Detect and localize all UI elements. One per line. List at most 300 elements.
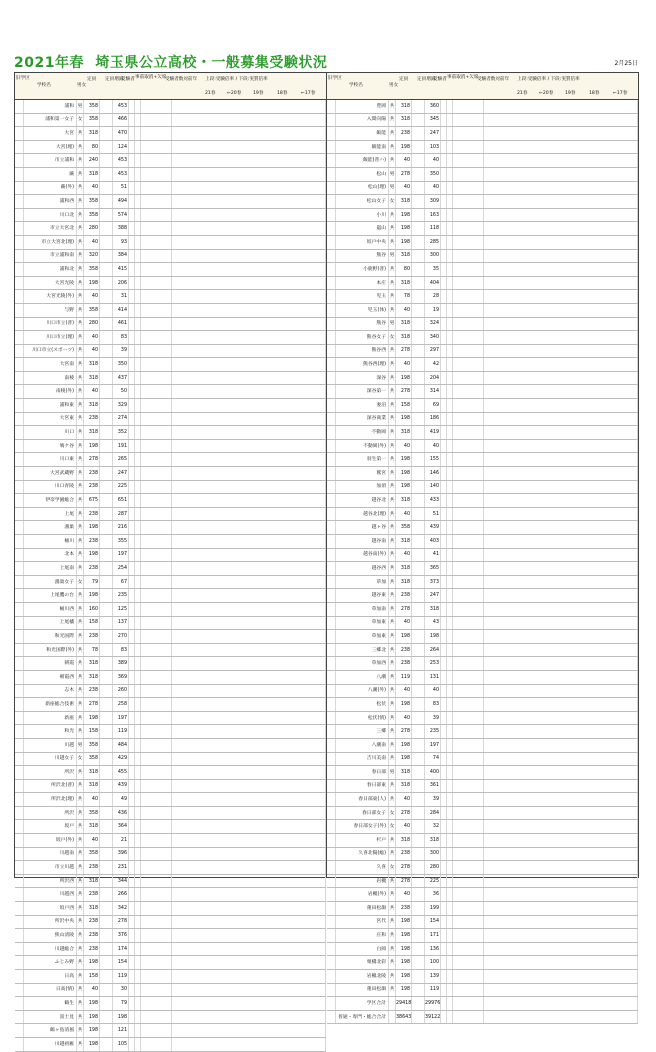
applicants: 429	[113, 752, 129, 766]
district-cell	[15, 195, 24, 209]
change-bar	[141, 1010, 172, 1024]
table-row	[15, 915, 326, 929]
ratio-cell	[484, 181, 638, 195]
district-cell	[15, 602, 24, 616]
applicants: 388	[113, 222, 129, 236]
applicants: 199	[425, 902, 441, 916]
ratio-cell	[484, 358, 638, 372]
capacity-change	[100, 929, 113, 943]
ratio-cell	[172, 820, 326, 834]
school-name: 鴻巣女子	[24, 575, 77, 589]
capacity: 80	[84, 140, 100, 154]
applicants: 439	[113, 779, 129, 793]
school-sex: 共	[77, 670, 84, 684]
school-sex: 共	[77, 657, 84, 671]
header-year-1: ←20春	[539, 91, 554, 96]
capacity-change	[412, 399, 425, 413]
right-panel	[326, 72, 639, 1020]
ratio-cell	[172, 263, 326, 277]
change-bar	[141, 643, 172, 657]
district-cell	[327, 181, 336, 195]
district-cell	[327, 657, 336, 671]
applicants: 139	[425, 970, 441, 984]
change-bar	[453, 426, 484, 440]
applicants: 396	[113, 847, 129, 861]
school-sex: 共	[389, 942, 396, 956]
school-sex: 共	[77, 929, 84, 943]
capacity-change	[412, 616, 425, 630]
change-bar	[453, 548, 484, 562]
capacity: 320	[84, 249, 100, 263]
ratio-cell	[484, 942, 638, 956]
capacity-change	[412, 562, 425, 576]
table-row	[15, 888, 326, 902]
capacity-change	[412, 276, 425, 290]
ratio-cell	[484, 317, 638, 331]
ratio-cell	[484, 997, 638, 1011]
school-sex: 共	[77, 154, 84, 168]
right-header	[327, 73, 638, 100]
school-sex: 共	[77, 874, 84, 888]
district-cell	[15, 113, 24, 127]
change-bar	[453, 358, 484, 372]
capacity: 318	[396, 317, 412, 331]
applicants: 415	[113, 263, 129, 277]
capacity: 40	[84, 385, 100, 399]
capacity-change	[100, 385, 113, 399]
district-cell	[327, 834, 336, 848]
school-name: 蕨(外)	[24, 181, 77, 195]
school-sex: 共	[389, 562, 396, 576]
capacity: 80	[396, 263, 412, 277]
capacity: 198	[396, 915, 412, 929]
school-sex: 共	[77, 453, 84, 467]
applicants: 155	[425, 453, 441, 467]
school-name: 越ヶ谷	[336, 521, 389, 535]
capacity-change	[100, 657, 113, 671]
ratio-cell	[172, 113, 326, 127]
table-row	[15, 521, 326, 535]
school-name: 宮代	[336, 915, 389, 929]
change-bar	[141, 562, 172, 576]
left-table	[15, 100, 326, 1052]
change-bar	[141, 942, 172, 956]
capacity-change	[100, 507, 113, 521]
table-row	[327, 915, 638, 929]
applicants: 131	[425, 670, 441, 684]
capacity-change	[412, 303, 425, 317]
applicants: 318	[425, 602, 441, 616]
applicants: 40	[425, 154, 441, 168]
district-cell	[327, 902, 336, 916]
district-cell	[327, 371, 336, 385]
capacity-change	[100, 793, 113, 807]
school-name: 川越初雁	[24, 1037, 77, 1051]
header-change: 受験者数対前年	[477, 77, 510, 82]
change-bar	[453, 670, 484, 684]
district-cell	[15, 317, 24, 331]
ratio-cell	[172, 589, 326, 603]
applicants: 360	[425, 100, 441, 113]
change-bar	[141, 997, 172, 1011]
school-name: 坂戸	[24, 820, 77, 834]
change-bar	[453, 344, 484, 358]
capacity-change	[412, 670, 425, 684]
capacity-change	[100, 602, 113, 616]
change-bar	[453, 888, 484, 902]
capacity-change	[412, 480, 425, 494]
school-name: 上尾	[24, 507, 77, 521]
school-name: 不動岡(外)	[336, 439, 389, 453]
district-cell	[15, 208, 24, 222]
table-row	[327, 181, 638, 195]
applicants: 361	[425, 779, 441, 793]
capacity: 40	[84, 290, 100, 304]
school-name: 所沢中央	[24, 915, 77, 929]
district-cell	[327, 140, 336, 154]
district-cell	[15, 643, 24, 657]
school-name: 妻沼	[336, 399, 389, 413]
capacity: 198	[396, 970, 412, 984]
school-sex: 共	[389, 874, 396, 888]
district-cell	[15, 263, 24, 277]
change-bar	[453, 698, 484, 712]
school-sex: 共	[77, 793, 84, 807]
applicants: 231	[113, 861, 129, 875]
table-row	[15, 684, 326, 698]
school-sex: 共	[389, 847, 396, 861]
district-cell	[327, 806, 336, 820]
ratio-cell	[484, 426, 638, 440]
change-bar	[453, 929, 484, 943]
capacity-change	[412, 861, 425, 875]
table-row	[327, 222, 638, 236]
table-row	[327, 847, 638, 861]
change-bar	[141, 181, 172, 195]
capacity-change	[412, 738, 425, 752]
applicants: 119	[425, 983, 441, 997]
school-name: 川口市立(理)	[24, 331, 77, 345]
change-bar	[141, 956, 172, 970]
change-bar	[453, 399, 484, 413]
change-bar	[141, 208, 172, 222]
table-row	[15, 317, 326, 331]
district-cell	[327, 698, 336, 712]
ratio-cell	[484, 235, 638, 249]
ratio-cell	[172, 929, 326, 943]
capacity-change	[100, 861, 113, 875]
table-row	[15, 725, 326, 739]
change-bar	[453, 806, 484, 820]
school-sex: 共	[389, 983, 396, 997]
change-bar	[141, 630, 172, 644]
table-row	[15, 562, 326, 576]
school-sex: 女	[389, 195, 396, 209]
capacity-change	[412, 263, 425, 277]
district-cell	[327, 888, 336, 902]
capacity: 238	[84, 562, 100, 576]
change-bar	[453, 643, 484, 657]
school-name: 市立大宮北	[24, 222, 77, 236]
school-sex: 共	[77, 766, 84, 780]
table-row	[15, 806, 326, 820]
applicants: 121	[113, 1024, 129, 1038]
ratio-cell	[172, 1024, 326, 1038]
capacity: 198	[84, 711, 100, 725]
school-sex: 共	[77, 249, 84, 263]
change-bar	[453, 222, 484, 236]
title-year: 2021年春	[14, 55, 84, 71]
school-sex: 共	[77, 711, 84, 725]
capacity-change	[100, 711, 113, 725]
school-name: 浦和北	[24, 263, 77, 277]
capacity: 198	[396, 956, 412, 970]
school-sex: 共	[389, 276, 396, 290]
table-row	[15, 861, 326, 875]
table-row	[327, 453, 638, 467]
school-name: 越谷北(理)	[336, 507, 389, 521]
district-cell	[15, 698, 24, 712]
header-name: 学校名	[37, 83, 51, 88]
table-row	[15, 670, 326, 684]
table-row	[15, 997, 326, 1011]
district-cell	[15, 670, 24, 684]
ratio-cell	[484, 752, 638, 766]
capacity-change	[100, 276, 113, 290]
ratio-cell	[484, 847, 638, 861]
capacity-change	[100, 670, 113, 684]
district-cell	[15, 847, 24, 861]
table-row	[15, 385, 326, 399]
district-cell	[15, 575, 24, 589]
school-name: 川口青陵	[24, 480, 77, 494]
capacity-change	[412, 371, 425, 385]
capacity-change	[100, 548, 113, 562]
ratio-cell	[484, 738, 638, 752]
change-bar	[453, 779, 484, 793]
school-sex: 共	[389, 385, 396, 399]
school-sex: 共	[77, 1037, 84, 1051]
school-name: 伊奈学園総合	[24, 494, 77, 508]
ratio-cell	[484, 507, 638, 521]
school-name: 蕨	[24, 167, 77, 181]
capacity: 40	[396, 154, 412, 168]
table-row	[327, 167, 638, 181]
capacity-change	[412, 521, 425, 535]
school-sex: 共	[77, 235, 84, 249]
change-bar	[141, 507, 172, 521]
capacity-change	[100, 412, 113, 426]
table-row	[327, 249, 638, 263]
ratio-cell	[172, 766, 326, 780]
capacity-change	[100, 575, 113, 589]
ratio-cell	[484, 657, 638, 671]
change-bar	[453, 181, 484, 195]
applicants: 42	[425, 358, 441, 372]
capacity: 198	[84, 521, 100, 535]
school-name: 志木	[24, 684, 77, 698]
capacity: 158	[396, 399, 412, 413]
change-bar	[453, 820, 484, 834]
capacity: 40	[396, 793, 412, 807]
capacity: 198	[396, 453, 412, 467]
district-cell	[327, 670, 336, 684]
change-bar	[141, 331, 172, 345]
district-cell	[327, 738, 336, 752]
applicants: 342	[113, 902, 129, 916]
applicants: 384	[113, 249, 129, 263]
school-sex: 女	[77, 575, 84, 589]
capacity-change	[100, 208, 113, 222]
change-bar	[141, 371, 172, 385]
applicants: 51	[113, 181, 129, 195]
school-sex: 共	[77, 643, 84, 657]
district-cell	[15, 589, 24, 603]
change-bar	[141, 385, 172, 399]
change-bar	[453, 738, 484, 752]
ratio-cell	[172, 956, 326, 970]
capacity-change	[412, 358, 425, 372]
capacity-change	[100, 480, 113, 494]
school-sex: 共	[389, 834, 396, 848]
table-row	[15, 698, 326, 712]
capacity-change	[412, 711, 425, 725]
table-row	[15, 235, 326, 249]
applicants: 400	[425, 766, 441, 780]
school-name: 飯能南	[336, 140, 389, 154]
header-year-4: ←17春	[613, 91, 628, 96]
applicants: 389	[113, 657, 129, 671]
capacity-change	[412, 439, 425, 453]
applicants: 352	[113, 426, 129, 440]
applicants: 39	[425, 711, 441, 725]
capacity: 318	[84, 657, 100, 671]
applicants: 309	[425, 195, 441, 209]
school-sex: 共	[389, 888, 396, 902]
ratio-cell	[484, 970, 638, 984]
capacity-change	[412, 222, 425, 236]
capacity: 318	[84, 902, 100, 916]
applicants: 204	[425, 371, 441, 385]
header-name: 学校名	[349, 83, 363, 88]
table-row	[327, 263, 638, 277]
header-year-3: 18春	[277, 91, 288, 96]
applicants: 198	[425, 630, 441, 644]
capacity-change	[100, 167, 113, 181]
table-row	[15, 399, 326, 413]
change-bar	[453, 575, 484, 589]
applicants: 36	[425, 888, 441, 902]
capacity-change	[100, 983, 113, 997]
capacity-change	[412, 235, 425, 249]
capacity: 238	[84, 942, 100, 956]
school-sex: 共	[389, 399, 396, 413]
change-bar	[453, 195, 484, 209]
applicants: 260	[113, 684, 129, 698]
ratio-cell	[484, 643, 638, 657]
school-name: 所沢	[24, 766, 77, 780]
table-row	[327, 997, 638, 1011]
capacity-change	[100, 195, 113, 209]
school-name: 浦和西	[24, 195, 77, 209]
capacity: 238	[396, 643, 412, 657]
ratio-cell	[172, 562, 326, 576]
ratio-cell	[484, 331, 638, 345]
school-name: 杉戸	[336, 834, 389, 848]
capacity-change	[412, 942, 425, 956]
ratio-cell	[172, 630, 326, 644]
school-name: 所沢北(理)	[24, 793, 77, 807]
district-cell	[327, 154, 336, 168]
district-cell	[15, 779, 24, 793]
capacity: 238	[84, 467, 100, 481]
change-bar	[141, 154, 172, 168]
district-cell	[15, 942, 24, 956]
school-sex: 共	[389, 738, 396, 752]
district-cell	[15, 834, 24, 848]
header-sex: 男女	[389, 83, 399, 88]
school-name: 春日部	[336, 766, 389, 780]
school-sex: 共	[389, 467, 396, 481]
capacity-change	[100, 942, 113, 956]
school-name: 和光国際	[24, 630, 77, 644]
ratio-cell	[172, 725, 326, 739]
table-row	[327, 657, 638, 671]
district-cell	[327, 358, 336, 372]
table-row	[15, 820, 326, 834]
ratio-cell	[484, 1010, 638, 1024]
capacity-change	[412, 834, 425, 848]
school-sex: 共	[389, 344, 396, 358]
school-name: 庄和	[336, 929, 389, 943]
school-name: 草加東	[336, 630, 389, 644]
change-bar	[141, 453, 172, 467]
applicants: 373	[425, 575, 441, 589]
change-bar	[141, 317, 172, 331]
school-sex: 共	[77, 195, 84, 209]
school-name: 朝霞	[24, 657, 77, 671]
school-sex: 共	[389, 956, 396, 970]
district-cell	[327, 195, 336, 209]
change-bar	[141, 657, 172, 671]
capacity-change	[412, 874, 425, 888]
district-cell	[327, 589, 336, 603]
left-panel	[14, 72, 327, 1047]
applicants: 137	[113, 616, 129, 630]
district-cell	[15, 888, 24, 902]
capacity-change	[100, 100, 113, 113]
capacity: 318	[84, 426, 100, 440]
table-row	[327, 929, 638, 943]
school-sex: 共	[77, 181, 84, 195]
header-ratio: 上段:受験倍率 / 下段:実質倍率	[517, 77, 580, 82]
school-sex: 共	[77, 684, 84, 698]
applicants: 119	[113, 725, 129, 739]
applicants: 247	[425, 589, 441, 603]
school-name: 松山(理)	[336, 181, 389, 195]
change-bar	[141, 1024, 172, 1038]
ratio-cell	[484, 344, 638, 358]
change-bar	[453, 711, 484, 725]
district-cell	[15, 344, 24, 358]
ratio-cell	[484, 983, 638, 997]
capacity-change	[412, 290, 425, 304]
ratio-cell	[484, 630, 638, 644]
capacity-change	[100, 317, 113, 331]
change-bar	[141, 276, 172, 290]
ratio-cell	[172, 494, 326, 508]
ratio-cell	[484, 562, 638, 576]
